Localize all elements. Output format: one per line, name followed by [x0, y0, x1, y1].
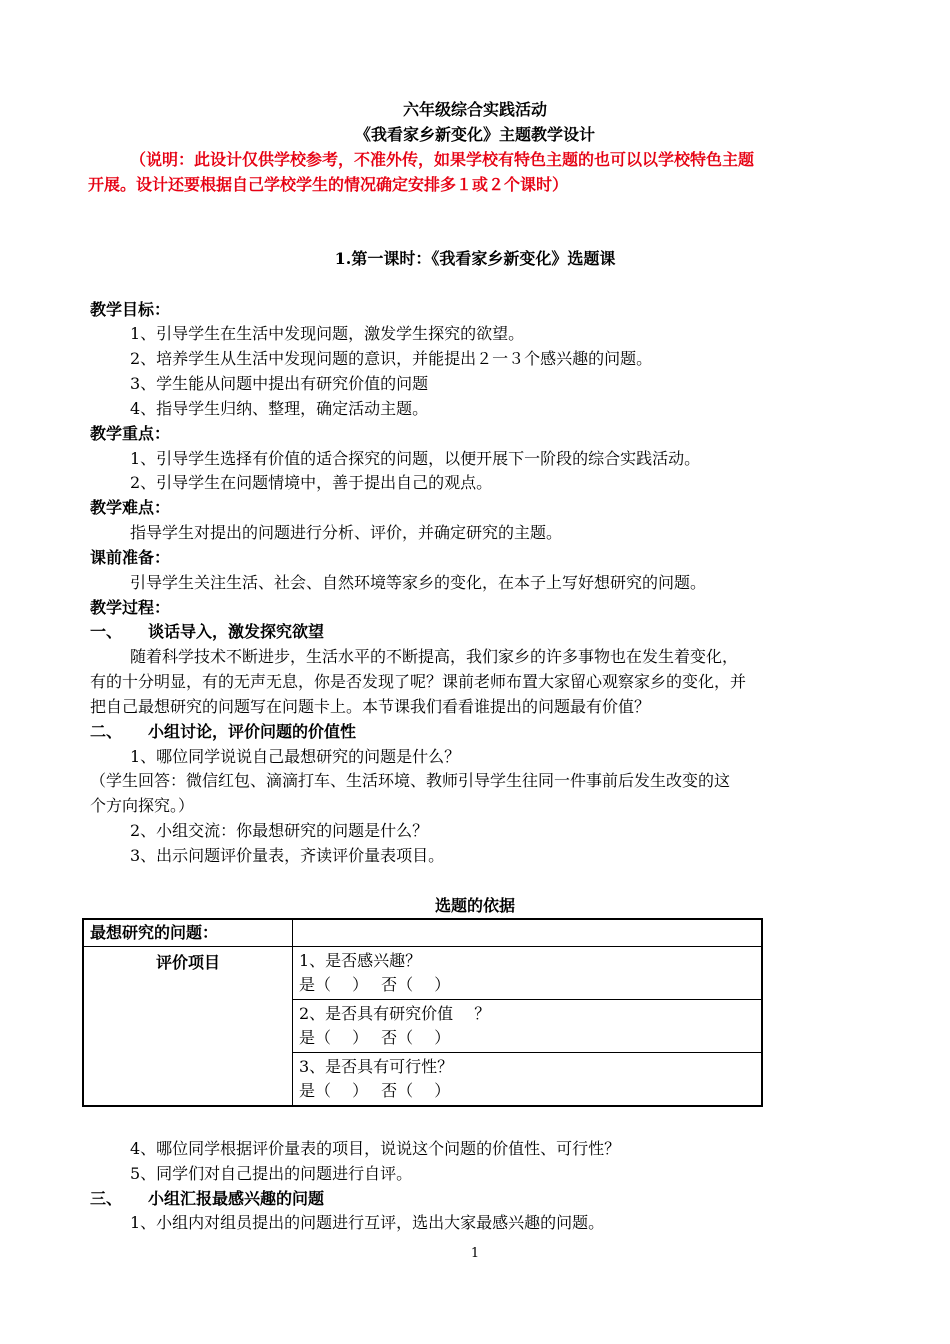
objective-item: 1、引导学生在生活中发现问题，激发学生探究的欲望。 [130, 324, 525, 343]
note-line-1: （说明：此设计仅供学校参考，不准外传，如果学校有特色主题的也可以以学校特色主题 [130, 150, 755, 169]
process-heading: 教学过程： [90, 598, 171, 617]
eval-question: 1、是否感兴趣？ [299, 951, 422, 970]
section-2-heading [90, 720, 356, 744]
paragraph-line: 把自己最想研究的问题写在问题卡上。本节课我们看看谁提出的问题最有价值？ [90, 697, 651, 716]
eval-question: 2、是否具有研究价值 ？ [299, 1004, 491, 1023]
objective-item: 3、学生能从问题中提出有研究价值的问题 [130, 374, 429, 393]
section-title: 谈话导入，激发探究欲望 [148, 622, 325, 641]
eval-question-cell [293, 1053, 763, 1107]
eval-answer: 是（ ） 否（ ） [299, 975, 451, 994]
eval-question-cell [293, 1000, 763, 1053]
preparation-heading: 课前准备： [90, 548, 171, 567]
key-points-heading: 教学重点： [90, 424, 171, 443]
objective-item: 2、培养学生从生活中发现问题的意识，并能提出２一３个感兴趣的问题。 [130, 349, 653, 368]
paragraph-line: 2、小组交流：你最想研究的问题是什么？ [130, 821, 429, 840]
paragraph-line: 个方向探究。） [90, 796, 195, 815]
eval-question-cell [293, 947, 763, 1000]
table-caption: 选题的依据 [434, 896, 515, 915]
section-number: 三、 [90, 1189, 123, 1208]
paragraph-line: 1、哪位同学说说自己最想研究的问题是什么？ [130, 747, 461, 766]
question-value-cell [293, 919, 763, 947]
paragraph-line: 4、哪位同学根据评价量表的项目，说说这个问题的价值性、可行性？ [130, 1139, 621, 1158]
table-row [83, 919, 762, 947]
paragraph-line: 1、小组内对组员提出的问题进行互评，选出大家最感兴趣的问题。 [130, 1213, 605, 1232]
key-point-item: 2、引导学生在问题情境中，善于提出自己的观点。 [130, 473, 493, 492]
section-title: 小组讨论，评价问题的价值性 [148, 722, 357, 741]
table-row [83, 947, 762, 1000]
difficulties-text: 指导学生对提出的问题进行分析、评价，并确定研究的主题。 [130, 523, 563, 542]
objectives-heading: 教学目标： [90, 300, 171, 319]
section-number: 一、 [90, 622, 123, 641]
key-point-item: 1、引导学生选择有价值的适合探究的问题，以便开展下一阶段的综合实践活动。 [130, 449, 701, 468]
page-number: 1 [470, 1246, 480, 1261]
doc-title: 六年级综合实践活动 [402, 100, 547, 119]
lesson-title: 1.第一课时：《我看家乡新变化》选题课 [334, 249, 616, 268]
eval-question: 3、是否具有可行性？ [299, 1057, 454, 1076]
section-1-heading [90, 620, 324, 644]
paragraph-line: （学生回答：微信红包、滴滴打车、生活环境、教师引导学生往同一件事前后发生改变的这 [90, 771, 731, 790]
preparation-text: 引导学生关注生活、社会、自然环境等家乡的变化，在本子上写好想研究的问题。 [130, 573, 707, 592]
paragraph-line: 有的十分明显，有的无声无息，你是否发现了呢？课前老师布置大家留心观察家乡的变化，并 [90, 672, 747, 691]
paragraph-line: 随着科学技术不断进步，生活水平的不断提高，我们家乡的许多事物也在发生着变化， [130, 647, 739, 666]
paragraph-line: 3、出示问题评价量表，齐读评价量表项目。 [130, 846, 445, 865]
section-title: 小组汇报最感兴趣的问题 [148, 1189, 325, 1208]
section-3-heading [90, 1187, 324, 1211]
doc-subtitle: 《我看家乡新变化》主题教学设计 [354, 125, 595, 144]
eval-items-label-cell: 评价项目 [83, 947, 293, 1107]
eval-answer: 是（ ） 否（ ） [299, 1028, 451, 1047]
eval-answer: 是（ ） 否（ ） [299, 1081, 451, 1100]
evaluation-table [82, 918, 763, 1107]
note-line-2: 开展。设计还要根据自己学校学生的情况确定安排多１或２个课时） [88, 175, 569, 194]
objective-item: 4、指导学生归纳、整理，确定活动主题。 [130, 399, 429, 418]
question-label-cell: 最想研究的问题： [83, 919, 293, 947]
paragraph-line: 5、同学们对自己提出的问题进行自评。 [130, 1164, 413, 1183]
difficulties-heading: 教学难点： [90, 498, 171, 517]
section-number: 二、 [90, 722, 123, 741]
